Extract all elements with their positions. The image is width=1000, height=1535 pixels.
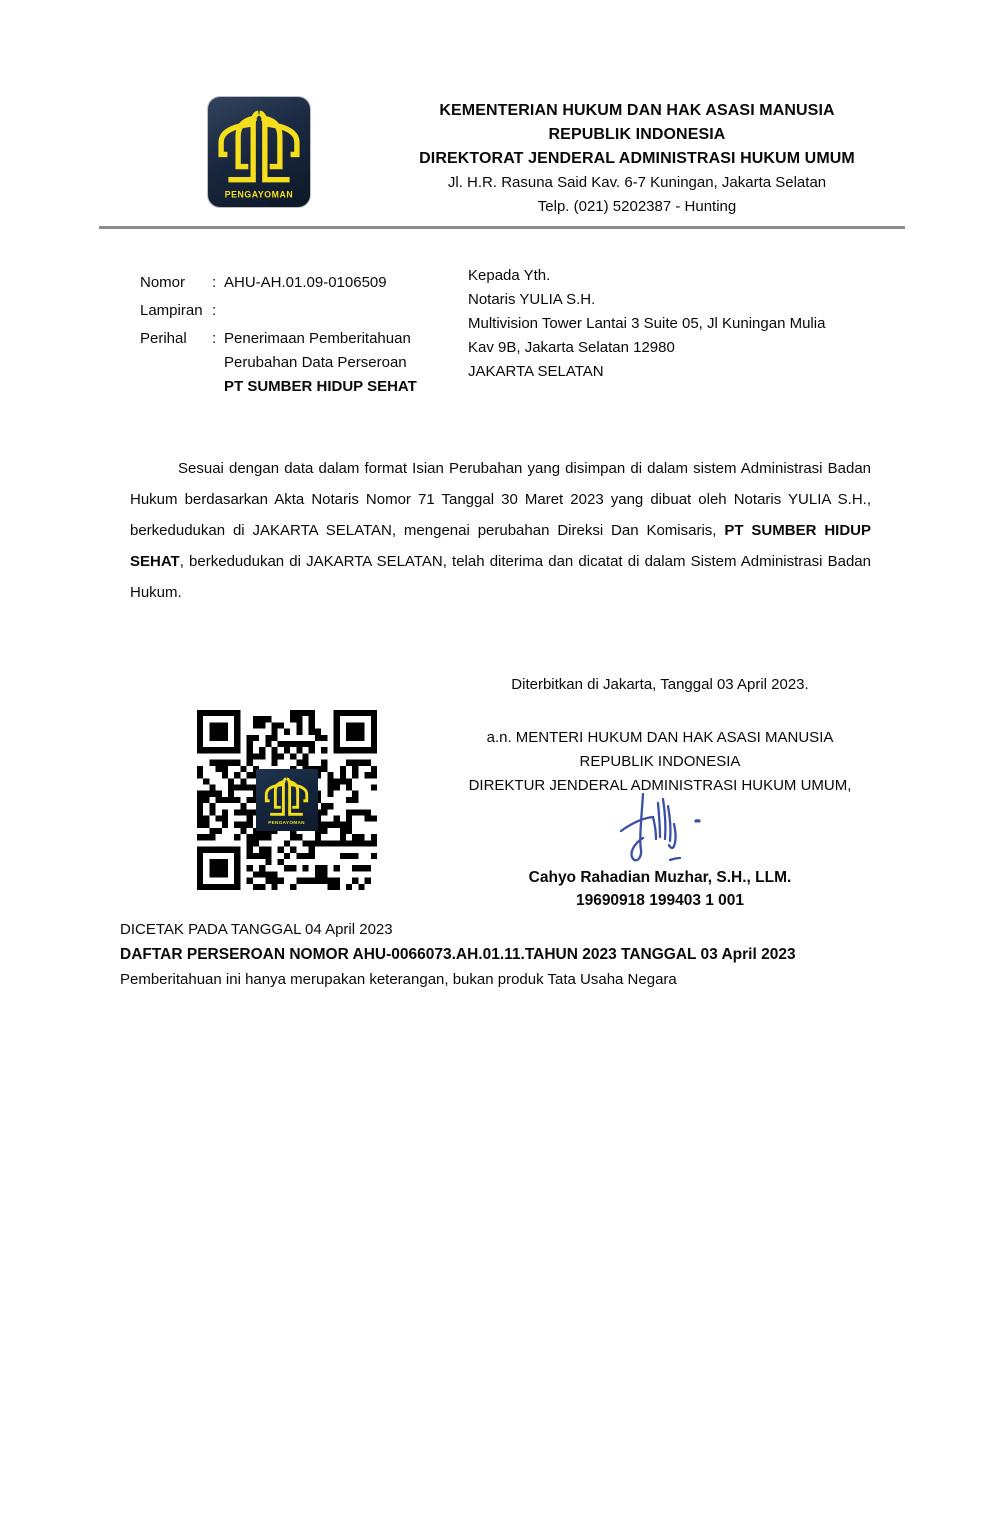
letterhead-phone: Telp. (021) 5202387 - Hunting — [537, 198, 737, 215]
lampiran-colon: : — [212, 302, 217, 319]
body-text-2: , berkedudukan di JAKARTA SELATAN, telah diterima dan dicatat di dalam Sistem Administrasi Badan Hukum. — [130, 553, 871, 601]
meta-row-perihal — [140, 327, 417, 399]
letterhead-ministry: KEMENTERIAN HUKUM DAN HAK ASASI MANUSIA — [439, 102, 835, 119]
perihal-line-2: Perubahan Data Perseroan — [224, 354, 407, 371]
body-paragraph — [130, 453, 871, 608]
republic-line: REPUBLIK INDONESIA — [579, 753, 741, 770]
logo-caption: PENGAYOMAN — [224, 189, 294, 200]
footer-block — [120, 917, 900, 992]
pengayoman-emblem-icon — [208, 97, 310, 207]
recipient-address-1: Multivision Tower Lantai 3 Suite 05, Jl Kuningan Mulia — [468, 315, 826, 332]
director-title: DIREKTUR JENDERAL ADMINISTRASI HUKUM UMUM, — [468, 777, 852, 794]
on-behalf-line: a.n. MENTERI HUKUM DAN HAK ASASI MANUSIA — [486, 729, 834, 746]
body-company-name: PT SUMBER HIDUP SEHAT — [130, 522, 871, 570]
recipient-address-2: Kav 9B, Jakarta Selatan 12980 — [468, 339, 675, 356]
letterhead-directorate: DIREKTORAT JENDERAL ADMINISTRASI HUKUM UMUM — [419, 150, 855, 167]
pengayoman-emblem-icon — [258, 771, 315, 828]
signature-scribble-icon — [612, 790, 717, 870]
nomor-label: Nomor — [140, 274, 186, 291]
qr-center-logo — [256, 769, 318, 831]
header-divider — [99, 226, 905, 229]
body-text-1: Sesuai dengan data dalam format Isian Perubahan yang disimpan di dalam sistem Administrasi Badan Hukum berdasarkan Akta Notaris Nomor 71 Tanggal 30 Maret 2023 yang dibuat oleh Notaris YULIA S.H., berkedudukan di JAKARTA SELATAN, mengenai perubahan Direksi Dan Komisaris, — [130, 460, 871, 539]
signer-name: Cahyo Rahadian Muzhar, S.H., LLM. — [528, 869, 792, 886]
signoff-block — [410, 726, 910, 798]
signer-nip: 19690918 199403 1 001 — [575, 892, 745, 909]
letterhead-address: Jl. H.R. Rasuna Said Kav. 6-7 Kuningan, Jakarta Selatan — [447, 174, 827, 191]
meta-row-nomor — [140, 271, 417, 295]
signer-block — [410, 866, 910, 912]
perihal-label: Perihal — [140, 330, 187, 347]
perihal-company: PT SUMBER HIDUP SEHAT — [224, 378, 417, 395]
meta-row-lampiran — [140, 299, 417, 323]
letterhead-republic: REPUBLIK INDONESIA — [548, 126, 726, 143]
letterhead — [387, 99, 887, 219]
nomor-value: AHU-AH.01.09-0106509 — [224, 274, 387, 291]
qr-code — [197, 710, 377, 890]
perihal-value — [224, 327, 417, 399]
register-number-line: DAFTAR PERSEROAN NOMOR AHU-0066073.AH.01.11.TAHUN 2023 TANGGAL 03 April 2023 — [120, 946, 796, 963]
letter-meta — [140, 271, 417, 403]
printed-date-line: DICETAK PADA TANGGAL 04 April 2023 — [120, 921, 393, 938]
recipient-block — [468, 264, 878, 384]
issued-line: Diterbitkan di Jakarta, Tanggal 03 April 2023. — [511, 676, 809, 693]
lampiran-label: Lampiran — [140, 302, 203, 319]
ministry-logo — [208, 97, 310, 207]
recipient-salutation: Kepada Yth. — [468, 267, 551, 284]
nomor-colon: : — [212, 274, 217, 291]
recipient-name: Notaris YULIA S.H. — [468, 291, 596, 308]
logo-caption: PENGAYOMAN — [268, 820, 306, 826]
perihal-line-1: Penerimaan Pemberitahuan — [224, 330, 411, 347]
perihal-colon: : — [212, 330, 217, 347]
disclaimer-line: Pemberitahuan ini hanya merupakan keterangan, bukan produk Tata Usaha Negara — [120, 971, 677, 988]
recipient-city: JAKARTA SELATAN — [468, 363, 604, 380]
